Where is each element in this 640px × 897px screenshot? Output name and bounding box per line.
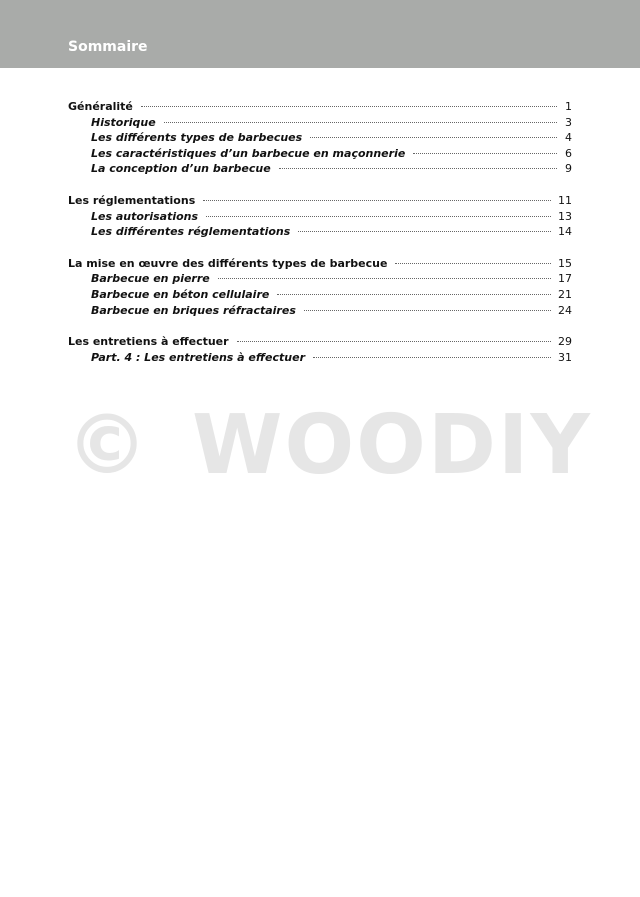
watermark: [66, 397, 592, 493]
toc-page-number: 31: [558, 350, 572, 364]
dot-leader: [413, 153, 557, 154]
toc-page-number: 15: [558, 256, 572, 270]
toc-page-number: 4: [565, 131, 572, 145]
toc-entry-title: La conception d’un barbecue: [91, 162, 271, 176]
toc-entry-sub[interactable]: [68, 224, 572, 240]
header-bar: [0, 0, 640, 68]
toc-page-number: 21: [558, 287, 572, 301]
dot-leader: [237, 341, 551, 342]
toc-entry-main[interactable]: [68, 256, 572, 272]
dot-leader: [298, 231, 551, 232]
copyright-symbol: ©: [66, 397, 150, 493]
toc-entry-sub[interactable]: [68, 287, 572, 303]
dot-leader: [304, 310, 551, 311]
toc-entry-sub[interactable]: [68, 115, 572, 131]
toc-entry-title: Les autorisations: [91, 209, 199, 223]
watermark-text: WOODIY: [192, 397, 592, 493]
toc-entry-sub[interactable]: [68, 161, 572, 177]
toc-page-number: 6: [565, 146, 572, 160]
toc-entry-title: Barbecue en briques réfractaires: [91, 303, 296, 317]
toc-entry-sub[interactable]: [68, 209, 572, 225]
toc-page-number: 24: [558, 303, 572, 317]
dot-leader: [313, 357, 551, 358]
toc-entry-main[interactable]: [68, 334, 572, 350]
toc-entry-sub[interactable]: [68, 271, 572, 287]
toc-page-number: 29: [558, 335, 572, 349]
toc-entry-title: Historique: [91, 115, 156, 129]
toc-section-reglementations: [68, 193, 572, 240]
toc-entry-title: La mise en œuvre des différents types de barbecue: [68, 256, 388, 270]
dot-leader: [206, 216, 551, 217]
toc-entry-title: Les réglementations: [68, 193, 196, 207]
dot-leader: [395, 263, 551, 264]
toc-page-number: 9: [565, 162, 572, 176]
toc-page-number: 13: [558, 209, 572, 223]
toc-entry-sub[interactable]: [68, 146, 572, 162]
dot-leader: [218, 278, 551, 279]
toc-entry-sub[interactable]: [68, 130, 572, 146]
toc-section-entretiens: [68, 334, 572, 365]
toc-page-number: 11: [558, 193, 572, 207]
toc-section-generalite: [68, 99, 572, 177]
dot-leader: [279, 168, 557, 169]
toc-page-number: 17: [558, 272, 572, 286]
toc-entry-title: Barbecue en béton cellulaire: [91, 287, 270, 301]
toc-page-number: 14: [558, 225, 572, 239]
toc-entry-title: Les entretiens à effectuer: [68, 335, 229, 349]
toc-entry-title: Généralité: [68, 100, 133, 113]
toc-entry-title: Barbecue en pierre: [91, 272, 210, 286]
toc-entry-title: Les caractéristiques d’un barbecue en maçonnerie: [91, 146, 406, 160]
toc-section-mise-en-oeuvre: [68, 256, 572, 318]
page-title: Sommaire: [68, 39, 148, 55]
toc-entry-main[interactable]: [68, 193, 572, 209]
toc-entry-main[interactable]: [68, 99, 572, 115]
toc-entry-sub[interactable]: [68, 303, 572, 319]
dot-leader: [310, 137, 557, 138]
table-of-contents: [68, 99, 572, 381]
dot-leader: [141, 106, 557, 107]
toc-entry-title: Les différentes réglementations: [91, 225, 291, 239]
toc-entry-sub[interactable]: [68, 350, 572, 366]
toc-entry-title: Part. 4 : Les entretiens à effectuer: [91, 350, 305, 364]
dot-leader: [164, 122, 557, 123]
toc-page-number: 3: [565, 115, 572, 129]
dot-leader: [277, 294, 551, 295]
toc-entry-title: Les différents types de barbecues: [91, 131, 303, 145]
toc-page-number: 1: [565, 100, 572, 113]
dot-leader: [203, 200, 551, 201]
